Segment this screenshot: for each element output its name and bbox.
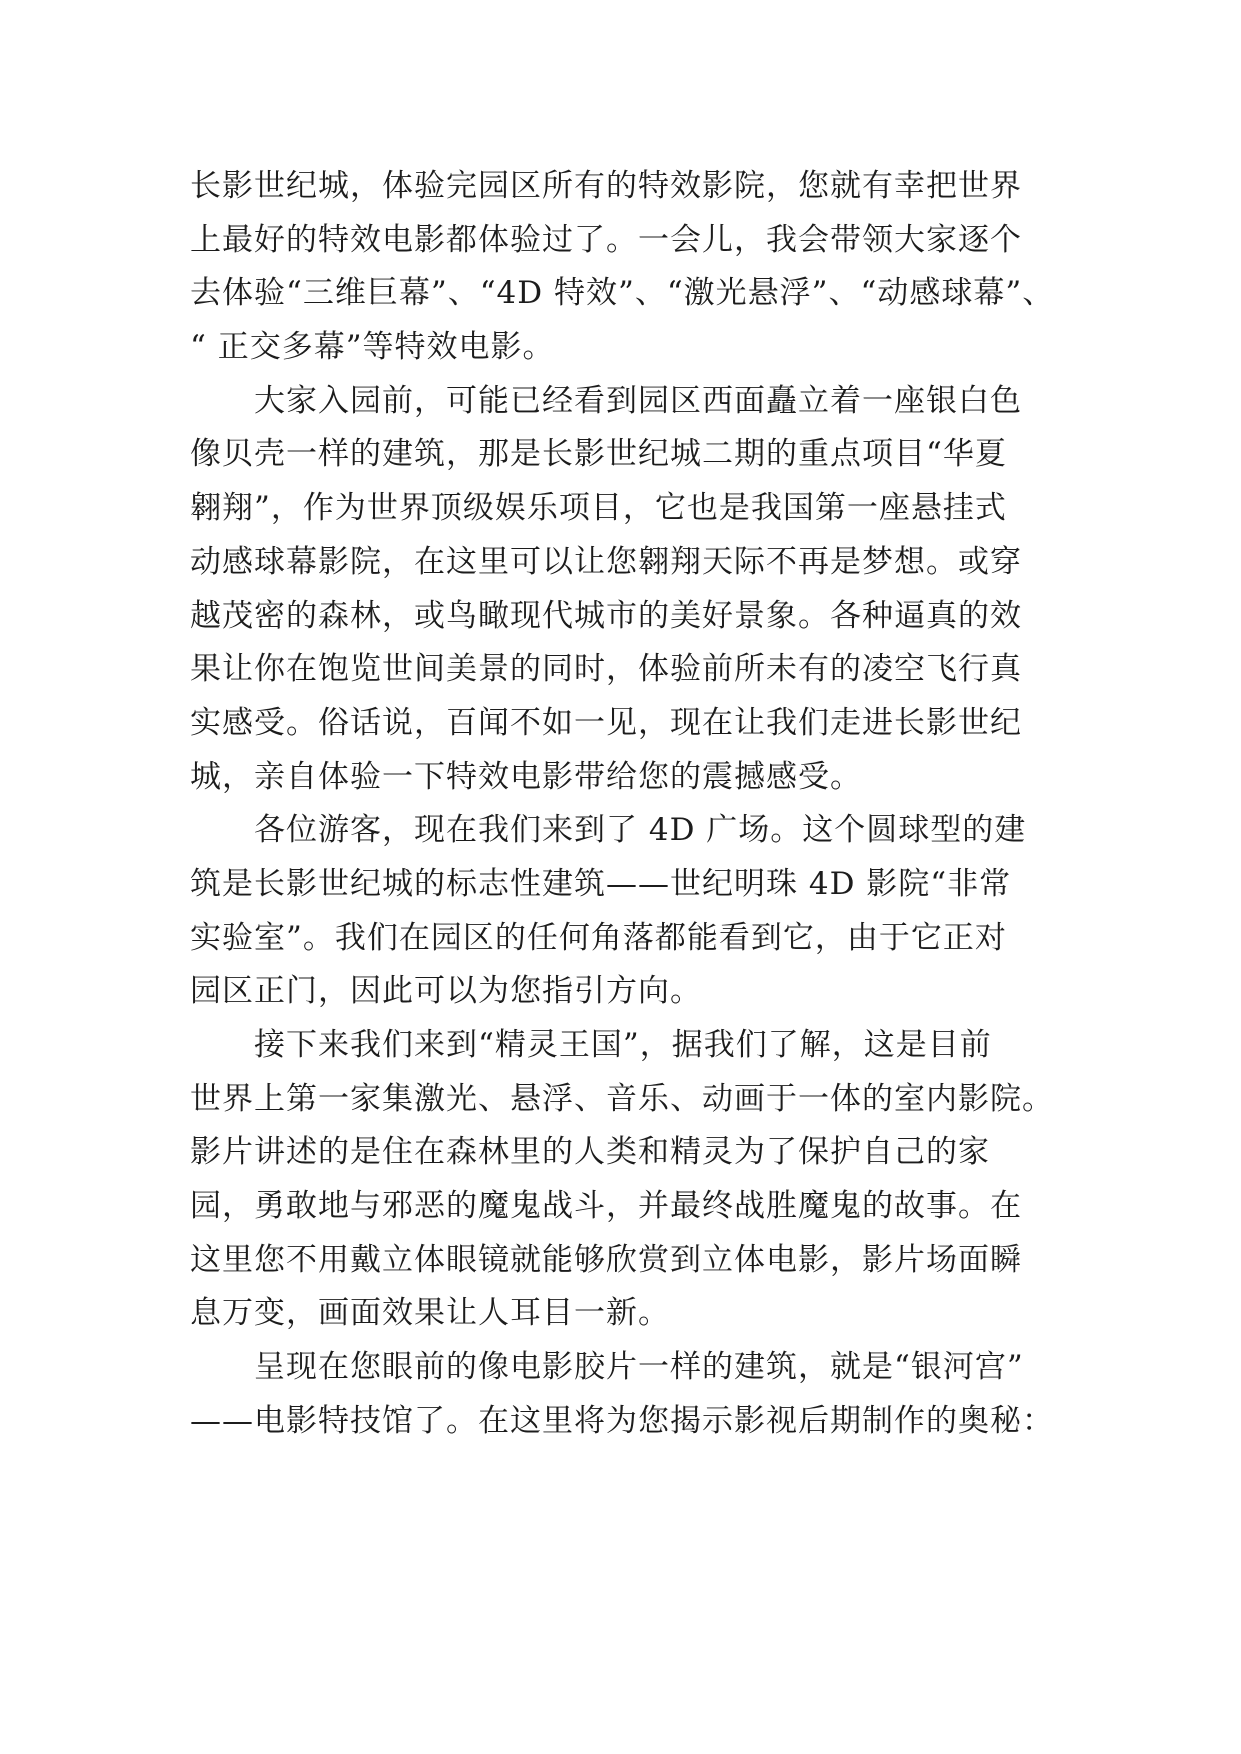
paragraph-start-line: 接下来我们来到“精灵王国”，据我们了解，这是目前 bbox=[254, 1027, 992, 1063]
text-line: 越茂密的森林，或鸟瞰现代城市的美好景象。各种逼真的效 bbox=[190, 597, 1022, 634]
text-line: ——电影特技馆了。在这里将为您揭示影视后期制作的奥秘： bbox=[190, 1402, 1054, 1439]
text-line: 实验室”。我们在园区的任何角落都能看到它，由于它正对 bbox=[190, 919, 1007, 956]
paragraph-start-line: 各位游客，现在我们来到了 4D 广场。这个圆球型的建 bbox=[254, 812, 1027, 849]
text-line: 果让你在饱览世间美景的同时，体验前所未有的凌空飞行真 bbox=[190, 651, 1022, 688]
text-line: 实感受。俗话说，百闻不如一见，现在让我们走进长影世纪 bbox=[190, 704, 1022, 741]
paragraph-start-line: 呈现在您眼前的像电影胶片一样的建筑，就是“银河宫” bbox=[254, 1349, 1024, 1386]
text-line: 这里您不用戴立体眼镜就能够欣赏到立体电影，影片场面瞬 bbox=[190, 1241, 1022, 1278]
text-line: 园区正门，因此可以为您指引方向。 bbox=[190, 973, 702, 1010]
text-line: 动感球幕影院，在这里可以让您翱翔天际不再是梦想。或穿 bbox=[190, 543, 1022, 580]
text-line: 长影世纪城，体验完园区所有的特效影院，您就有幸把世界 bbox=[190, 168, 1022, 204]
body-text bbox=[190, 160, 1090, 1449]
text-line: 世界上第一家集激光、悬浮、音乐、动画于一体的室内影院。 bbox=[190, 1080, 1054, 1117]
text-line: 像贝壳一样的建筑，那是长影世纪城二期的重点项目“华夏 bbox=[190, 436, 1007, 473]
text-line: 园，勇敢地与邪恶的魔鬼战斗，并最终战胜魔鬼的故事。在 bbox=[190, 1188, 1022, 1225]
text-line: “ 正交多幕”等特效电影。 bbox=[190, 329, 555, 366]
paragraph-start-line: 大家入园前，可能已经看到园区西面矗立着一座银白色 bbox=[254, 382, 1022, 419]
text-line: 上最好的特效电影都体验过了。一会儿，我会带领大家逐个 bbox=[190, 221, 1022, 258]
text-line: 息万变，画面效果让人耳目一新。 bbox=[190, 1295, 670, 1332]
text-line: 城，亲自体验一下特效电影带给您的震撼感受。 bbox=[190, 758, 862, 795]
text-line: 影片讲述的是住在森林里的人类和精灵为了保护自己的家 bbox=[190, 1134, 990, 1171]
text-line: 筑是长影世纪城的标志性建筑——世纪明珠 4D 影院“非常 bbox=[190, 865, 1012, 902]
text-line: 翱翔”，作为世界顶级娱乐项目，它也是我国第一座悬挂式 bbox=[190, 490, 1007, 527]
text-line: 去体验“三维巨幕”、“4D 特效”、“激光悬浮”、“动感球幕”、 bbox=[190, 275, 1055, 312]
